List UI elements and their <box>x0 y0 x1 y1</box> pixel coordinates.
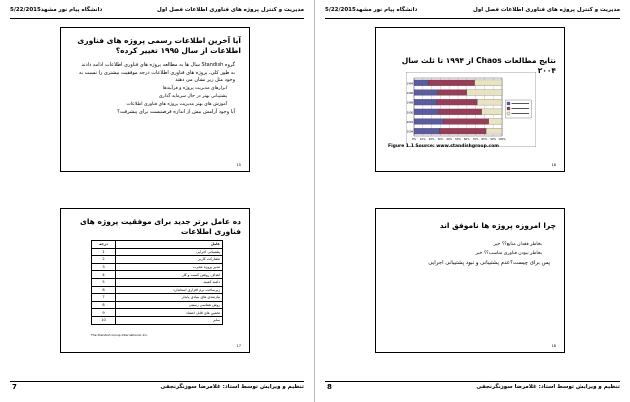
header-date: دانشگاه پیام نور مشهد5/22/2015 <box>10 7 103 13</box>
footer-rule <box>10 381 304 382</box>
x-tick-label: 40% <box>446 138 453 141</box>
slide-why-projects-fail <box>375 208 565 353</box>
bar-segment-2002-2 <box>489 119 502 125</box>
rank-cell: 4 <box>92 271 116 279</box>
slide-number: 17 <box>236 344 241 348</box>
table-row <box>92 301 223 309</box>
bar-segment-2004-1 <box>440 128 487 134</box>
slide-success-factors <box>60 208 250 353</box>
figure-caption: Figure 1.1 Source: www.standishgroup.com <box>388 144 499 149</box>
x-tick-label: 80% <box>481 138 488 141</box>
document-page-8 <box>315 0 630 402</box>
bar-segment-1996-0 <box>414 90 438 96</box>
rank-cell: 6 <box>92 286 116 294</box>
x-tick-label: 70% <box>472 138 479 141</box>
sub-bullet-item: پشتیبانی بهتر در حال سرمایه گذاری <box>158 94 227 99</box>
column-header-factor: عامل <box>116 241 223 249</box>
bullet-item: آیا وجود آرامش بیش از اندازه فرصتیست برای پیشرفت؟ <box>117 109 235 115</box>
table-row <box>92 294 223 302</box>
bar-segment-2002-1 <box>444 119 489 125</box>
x-tick-label: 0% <box>411 138 417 141</box>
slide-chaos-results <box>375 27 565 172</box>
footer-rule <box>325 381 620 382</box>
factor-cell: پشتیبانی اجرایی <box>116 248 223 256</box>
factor-cell: مشارکت کاربر <box>116 256 223 264</box>
header-rule <box>10 18 304 19</box>
x-tick-label: 10% <box>419 138 426 141</box>
table-row <box>92 263 223 271</box>
slide-title: ده عامل برتر جدید برای موفقیت پروژه های فناوری اطلاعات <box>79 217 241 236</box>
legend-swatch <box>507 102 510 105</box>
bar-segment-2000-2 <box>482 109 502 115</box>
category-label: 2002 <box>406 120 414 124</box>
chart-legend <box>506 100 532 118</box>
rank-cell: 7 <box>92 294 116 302</box>
x-tick-label: 100% <box>498 138 506 141</box>
bar-segment-1998-1 <box>437 99 477 105</box>
slide-number: 15 <box>236 163 241 167</box>
rank-cell: 9 <box>92 309 116 317</box>
bar-segment-2004-0 <box>414 128 440 134</box>
slide-title: نتایج مطالعات Chaos از ۱۹۹۴ تا ثلث سال ۲۰۰۴ <box>401 56 556 75</box>
bullet-item: گروه Standish سال ها به مطالعه پروژه های فناوری اطلاعات ادامه دادند <box>81 62 235 68</box>
factor-cell: تخمین های قابل اعتماد <box>116 309 223 317</box>
category-label: 2000 <box>406 111 414 115</box>
sub-bullet-item: بخاطر نبودن فناوری مناسب؟؟ خیر <box>475 251 542 256</box>
x-tick-label: 90% <box>490 138 497 141</box>
bar-segment-1996-2 <box>467 90 502 96</box>
header-title: مدیریت و کنترل پروژه های فناوری اطلاعات فصل اول <box>157 7 304 13</box>
rank-cell: 1 <box>92 248 116 256</box>
category-label: 1994 <box>406 82 414 86</box>
table-source: The Standish Group International, Inc. <box>91 333 149 337</box>
table-row <box>92 278 223 286</box>
category-label: 2004 <box>406 130 414 134</box>
slide-number: 16 <box>551 163 556 167</box>
bar-segment-1998-0 <box>414 99 437 105</box>
bar-segment-1994-1 <box>428 80 475 86</box>
footer-credit: تنظیم و ویرایش توسط استاد: غلامرضا سوزنگرنجفی <box>476 384 620 390</box>
bullet-item: پس برای چیست؟عدم پشتیبانی و نبود پشتیبانی اجرایی <box>428 260 550 266</box>
category-label: 1998 <box>406 101 414 105</box>
page-number: 8 <box>327 383 332 391</box>
rank-cell: 2 <box>92 256 116 264</box>
page-footer <box>325 384 620 396</box>
x-tick-label: 50% <box>455 138 461 141</box>
bullet-list <box>75 62 235 117</box>
sub-bullet-item: بخاطر فقدان منابع؟؟ خیر <box>493 242 542 247</box>
bar-segment-1994-2 <box>475 80 502 86</box>
factor-cell: اهداف روشن کسب و کار <box>116 271 223 279</box>
table-header-row <box>92 241 223 249</box>
table-row <box>92 309 223 317</box>
factor-cell: مدیر پروژه مجرب <box>116 263 223 271</box>
category-label: 1996 <box>406 91 414 95</box>
rank-cell: 10 <box>92 316 116 324</box>
column-header-rank: درجه <box>92 241 116 249</box>
page-number: 7 <box>12 383 17 391</box>
bar-segment-2004-2 <box>486 128 502 134</box>
slide-number: 18 <box>551 344 556 348</box>
legend-swatch <box>507 112 510 115</box>
bullet-list <box>390 241 550 268</box>
rank-cell: 3 <box>92 263 116 271</box>
header-title: مدیریت و کنترل پروژه های فناوری اطلاعات فصل اول <box>473 7 620 13</box>
x-tick-label: 30% <box>437 138 444 141</box>
footer-credit: تنظیم و ویرایش توسط استاد: غلامرضا سوزنگرنجفی <box>160 384 304 390</box>
rank-cell: 8 <box>92 301 116 309</box>
bar-segment-1998-2 <box>477 99 502 105</box>
header-rule <box>325 18 620 19</box>
header-date: دانشگاه پیام نور مشهد5/22/2015 <box>325 7 418 13</box>
bar-segment-1994-0 <box>414 80 428 86</box>
bar-segment-2002-0 <box>414 119 444 125</box>
bar-segment-2000-0 <box>414 109 439 115</box>
sub-bullet-item: ابزارهای مدیریت پروژه و فرآیندها <box>162 86 227 91</box>
table-row <box>92 271 223 279</box>
chaos-stacked-bar-chart <box>406 72 536 147</box>
bar-segment-2000-1 <box>439 109 482 115</box>
slide-title: چرا امروزه پروژه ها ناموفق اند <box>439 221 556 230</box>
slide-project-statistics <box>60 27 250 172</box>
table-row <box>92 248 223 256</box>
bullet-item: به طور کلی، پروژه های فناوری اطلاعات درجه موفقیت بیشتری را نسبت به وجود مثل زیر نشان می دهند <box>78 70 235 83</box>
table-row <box>92 256 223 264</box>
factor-cell: نیازمندی های بنیادی پایدار <box>116 294 223 302</box>
factor-cell: سایر <box>116 316 223 324</box>
page-footer <box>10 384 304 396</box>
slide-title: آیا آخرین اطلاعات رسمی پروژه های فناوری اطلاعات از سال ۱۹۹۵ تغییر کرده؟ <box>77 36 241 55</box>
legend-swatch <box>507 107 510 110</box>
table-row <box>92 286 223 294</box>
factor-cell: روش شناسی رسمی <box>116 301 223 309</box>
success-factors-table <box>91 240 223 325</box>
x-tick-label: 60% <box>463 138 470 141</box>
factor-cell: دامنه کمینه <box>116 278 223 286</box>
table-row <box>92 316 223 324</box>
bar-segment-1996-1 <box>438 90 467 96</box>
x-tick-label: 20% <box>428 138 435 141</box>
sub-bullet-item: آموزش های بهتر مدیریت پروژه های فناوری اطلاعات <box>126 102 227 107</box>
rank-cell: 5 <box>92 278 116 286</box>
factor-cell: زیرساخت نرم افزاری استاندارد <box>116 286 223 294</box>
